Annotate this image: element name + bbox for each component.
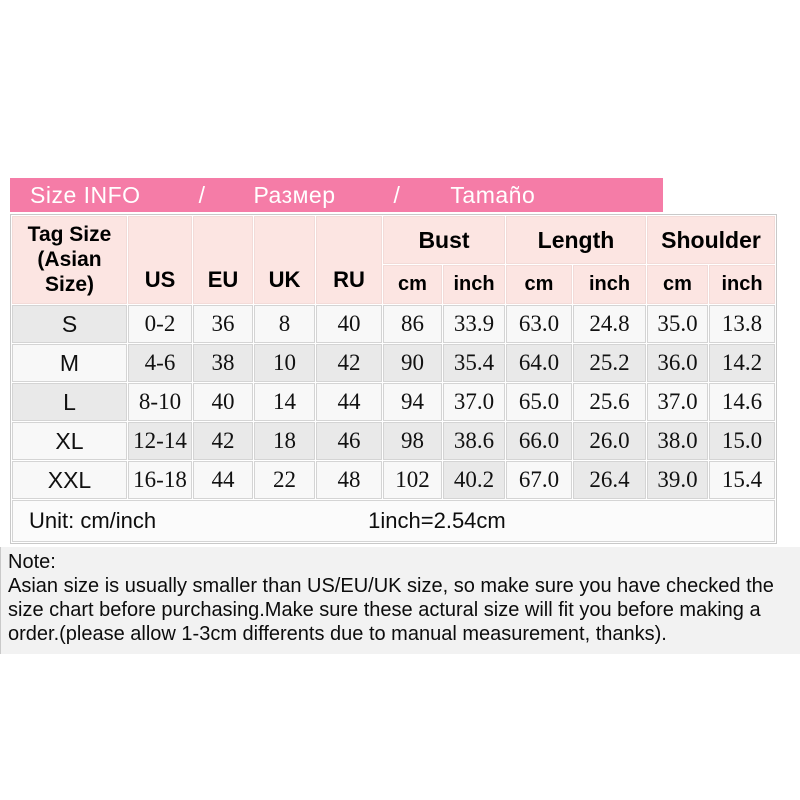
value-cell: 8 xyxy=(254,305,315,343)
size-cell: L xyxy=(12,383,127,421)
inch-conversion: 1inch=2.54cm xyxy=(368,508,506,533)
value-cell: 90 xyxy=(383,344,442,382)
value-cell: 4-6 xyxy=(128,344,192,382)
value-cell: 44 xyxy=(316,383,382,421)
table-row xyxy=(12,305,775,343)
value-cell: 38.0 xyxy=(647,422,708,460)
table-row xyxy=(12,383,775,421)
value-cell: 22 xyxy=(254,461,315,499)
size-cell: S xyxy=(12,305,127,343)
table-row xyxy=(12,461,775,499)
value-cell: 0-2 xyxy=(128,305,192,343)
table-footer xyxy=(12,500,775,542)
value-cell: 35.4 xyxy=(443,344,505,382)
banner-label-ru: Размер xyxy=(253,181,336,208)
value-cell: 44 xyxy=(193,461,253,499)
col-header-ru: RU xyxy=(316,216,382,304)
col-header-uk: UK xyxy=(254,216,315,304)
value-cell: 18 xyxy=(254,422,315,460)
value-cell: 25.6 xyxy=(573,383,646,421)
banner-separator: / xyxy=(393,181,401,208)
value-cell: 40.2 xyxy=(443,461,505,499)
size-info-banner xyxy=(10,178,663,212)
tag-size-header xyxy=(12,216,127,304)
value-cell: 48 xyxy=(316,461,382,499)
group-header-shoulder: Shoulder xyxy=(647,216,775,264)
value-cell: 26.4 xyxy=(573,461,646,499)
value-cell: 24.8 xyxy=(573,305,646,343)
value-cell: 67.0 xyxy=(506,461,572,499)
table-body xyxy=(12,305,775,499)
size-cell: XXL xyxy=(12,461,127,499)
value-cell: 38.6 xyxy=(443,422,505,460)
value-cell: 15.4 xyxy=(709,461,775,499)
bust-inch-header: inch xyxy=(443,265,505,304)
value-cell: 12-14 xyxy=(128,422,192,460)
note-body: Asian size is usually smaller than US/EU/UK size, so make sure you have checked the size chart before purchasing.Make sure these actural size will fit you before making a order.(please allow 1-3cm differents due to manual measurement, thanks). xyxy=(8,575,774,645)
value-cell: 13.8 xyxy=(709,305,775,343)
value-cell: 38 xyxy=(193,344,253,382)
value-cell: 64.0 xyxy=(506,344,572,382)
value-cell: 15.0 xyxy=(709,422,775,460)
col-header-eu: EU xyxy=(193,216,253,304)
value-cell: 63.0 xyxy=(506,305,572,343)
value-cell: 40 xyxy=(193,383,253,421)
value-cell: 102 xyxy=(383,461,442,499)
table-header xyxy=(12,216,775,304)
value-cell: 36 xyxy=(193,305,253,343)
value-cell: 14.2 xyxy=(709,344,775,382)
length-inch-header: inch xyxy=(573,265,646,304)
size-table xyxy=(10,214,777,544)
note-title: Note: xyxy=(8,551,56,573)
shoulder-cm-header: cm xyxy=(647,265,708,304)
value-cell: 65.0 xyxy=(506,383,572,421)
value-cell: 46 xyxy=(316,422,382,460)
value-cell: 42 xyxy=(193,422,253,460)
unit-row xyxy=(12,500,775,542)
banner-separator: / xyxy=(198,181,206,208)
shoulder-inch-header: inch xyxy=(709,265,775,304)
size-cell: XL xyxy=(12,422,127,460)
value-cell: 36.0 xyxy=(647,344,708,382)
group-header-row xyxy=(12,216,775,264)
size-cell: M xyxy=(12,344,127,382)
banner-label-es: Tamaño xyxy=(450,181,536,208)
value-cell: 14 xyxy=(254,383,315,421)
col-header-us: US xyxy=(128,216,192,304)
table-row xyxy=(12,422,775,460)
value-cell: 40 xyxy=(316,305,382,343)
unit-row-cell xyxy=(12,500,775,542)
value-cell: 94 xyxy=(383,383,442,421)
tag-size-line1: Tag Size xyxy=(27,223,112,246)
value-cell: 10 xyxy=(254,344,315,382)
note-block xyxy=(0,547,800,654)
value-cell: 39.0 xyxy=(647,461,708,499)
value-cell: 86 xyxy=(383,305,442,343)
group-header-bust: Bust xyxy=(383,216,505,264)
value-cell: 66.0 xyxy=(506,422,572,460)
value-cell: 42 xyxy=(316,344,382,382)
unit-label: Unit: cm/inch xyxy=(29,508,157,533)
value-cell: 26.0 xyxy=(573,422,646,460)
value-cell: 98 xyxy=(383,422,442,460)
group-header-length: Length xyxy=(506,216,646,264)
value-cell: 35.0 xyxy=(647,305,708,343)
value-cell: 37.0 xyxy=(647,383,708,421)
value-cell: 14.6 xyxy=(709,383,775,421)
value-cell: 16-18 xyxy=(128,461,192,499)
value-cell: 8-10 xyxy=(128,383,192,421)
bust-cm-header: cm xyxy=(383,265,442,304)
length-cm-header: cm xyxy=(506,265,572,304)
value-cell: 25.2 xyxy=(573,344,646,382)
value-cell: 33.9 xyxy=(443,305,505,343)
tag-size-line2: (Asian Size) xyxy=(37,248,102,296)
banner-label-en: Size INFO xyxy=(30,181,141,208)
table-row xyxy=(12,344,775,382)
value-cell: 37.0 xyxy=(443,383,505,421)
